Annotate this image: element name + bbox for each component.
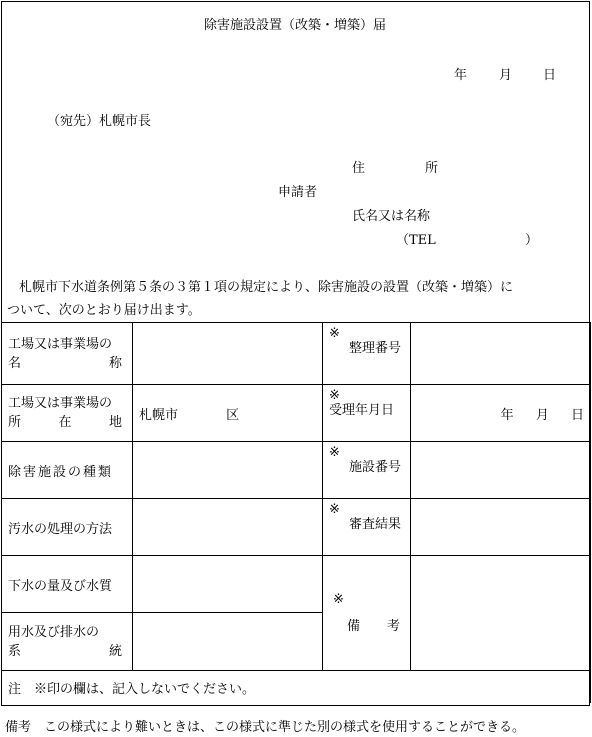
address-label-1: 住 bbox=[352, 161, 366, 176]
factory-location-label: 工場又は事業場の 所 在 地 bbox=[2, 385, 133, 442]
table-row bbox=[2, 499, 591, 556]
ref-number-label: ※ 整理番号 bbox=[323, 323, 411, 385]
address-label-2: 所 bbox=[425, 161, 439, 176]
review-result-label: ※ 審査結果 bbox=[323, 499, 411, 556]
facility-number-label: ※ 施設番号 bbox=[323, 442, 411, 499]
treatment-method-label: 汚水の処理の方法 bbox=[2, 499, 133, 556]
note: 注 ※印の欄は、記入しないでください。 bbox=[2, 671, 591, 704]
form-table bbox=[1, 322, 591, 703]
body-line-1: 札幌市下水道条例第５条の３第１項の規定により、除害施設の設置（改築・増築）に bbox=[19, 280, 514, 295]
form-title: 除害施設設置（改築・増築）届 bbox=[203, 18, 386, 33]
table-row bbox=[2, 556, 591, 613]
water-system-label: 用水及び排水の 系 統 bbox=[2, 613, 133, 671]
receipt-date-label: ※ 受理年月日 bbox=[323, 385, 411, 442]
receipt-date-field[interactable]: 年 月 日 bbox=[411, 385, 591, 442]
water-system-field[interactable] bbox=[133, 613, 323, 671]
table-row bbox=[2, 385, 591, 442]
treatment-method-field[interactable] bbox=[133, 499, 323, 556]
body-line-2: ついて、次のとおり届け出ます。 bbox=[7, 303, 201, 318]
sewage-quality-label: 下水の量及び水質 bbox=[2, 556, 133, 613]
table-row bbox=[2, 442, 591, 499]
facility-number-field[interactable] bbox=[411, 442, 591, 499]
sewage-quality-field[interactable] bbox=[133, 556, 323, 613]
ref-number-field[interactable] bbox=[411, 323, 591, 385]
applicant-label: 申請者 bbox=[278, 185, 318, 200]
tel-close: ） bbox=[525, 233, 539, 248]
factory-name-label: 工場又は事業場の 名 称 bbox=[2, 323, 133, 385]
addressee: （宛先）札幌市長 bbox=[47, 114, 152, 129]
facility-type-label: 除害施設の種類 bbox=[2, 442, 133, 499]
tel-open: （TEL bbox=[396, 233, 436, 248]
name-label: 氏名又は名称 bbox=[352, 209, 431, 224]
review-result-field[interactable] bbox=[411, 499, 591, 556]
factory-location-field[interactable]: 札幌市 区 bbox=[133, 385, 323, 442]
remarks-label: ※ 備 考 bbox=[323, 556, 411, 671]
table-row bbox=[2, 671, 591, 704]
facility-type-field[interactable] bbox=[133, 442, 323, 499]
remarks-field[interactable] bbox=[411, 556, 591, 671]
date-month: 月 bbox=[499, 68, 513, 83]
table-row bbox=[2, 323, 591, 385]
factory-name-field[interactable] bbox=[133, 323, 323, 385]
footer-remark: 備考 この様式により難いときは、この様式に準じた別の様式を使用することができる。 bbox=[5, 720, 526, 735]
date-year: 年 bbox=[454, 68, 468, 83]
date-day: 日 bbox=[543, 68, 557, 83]
